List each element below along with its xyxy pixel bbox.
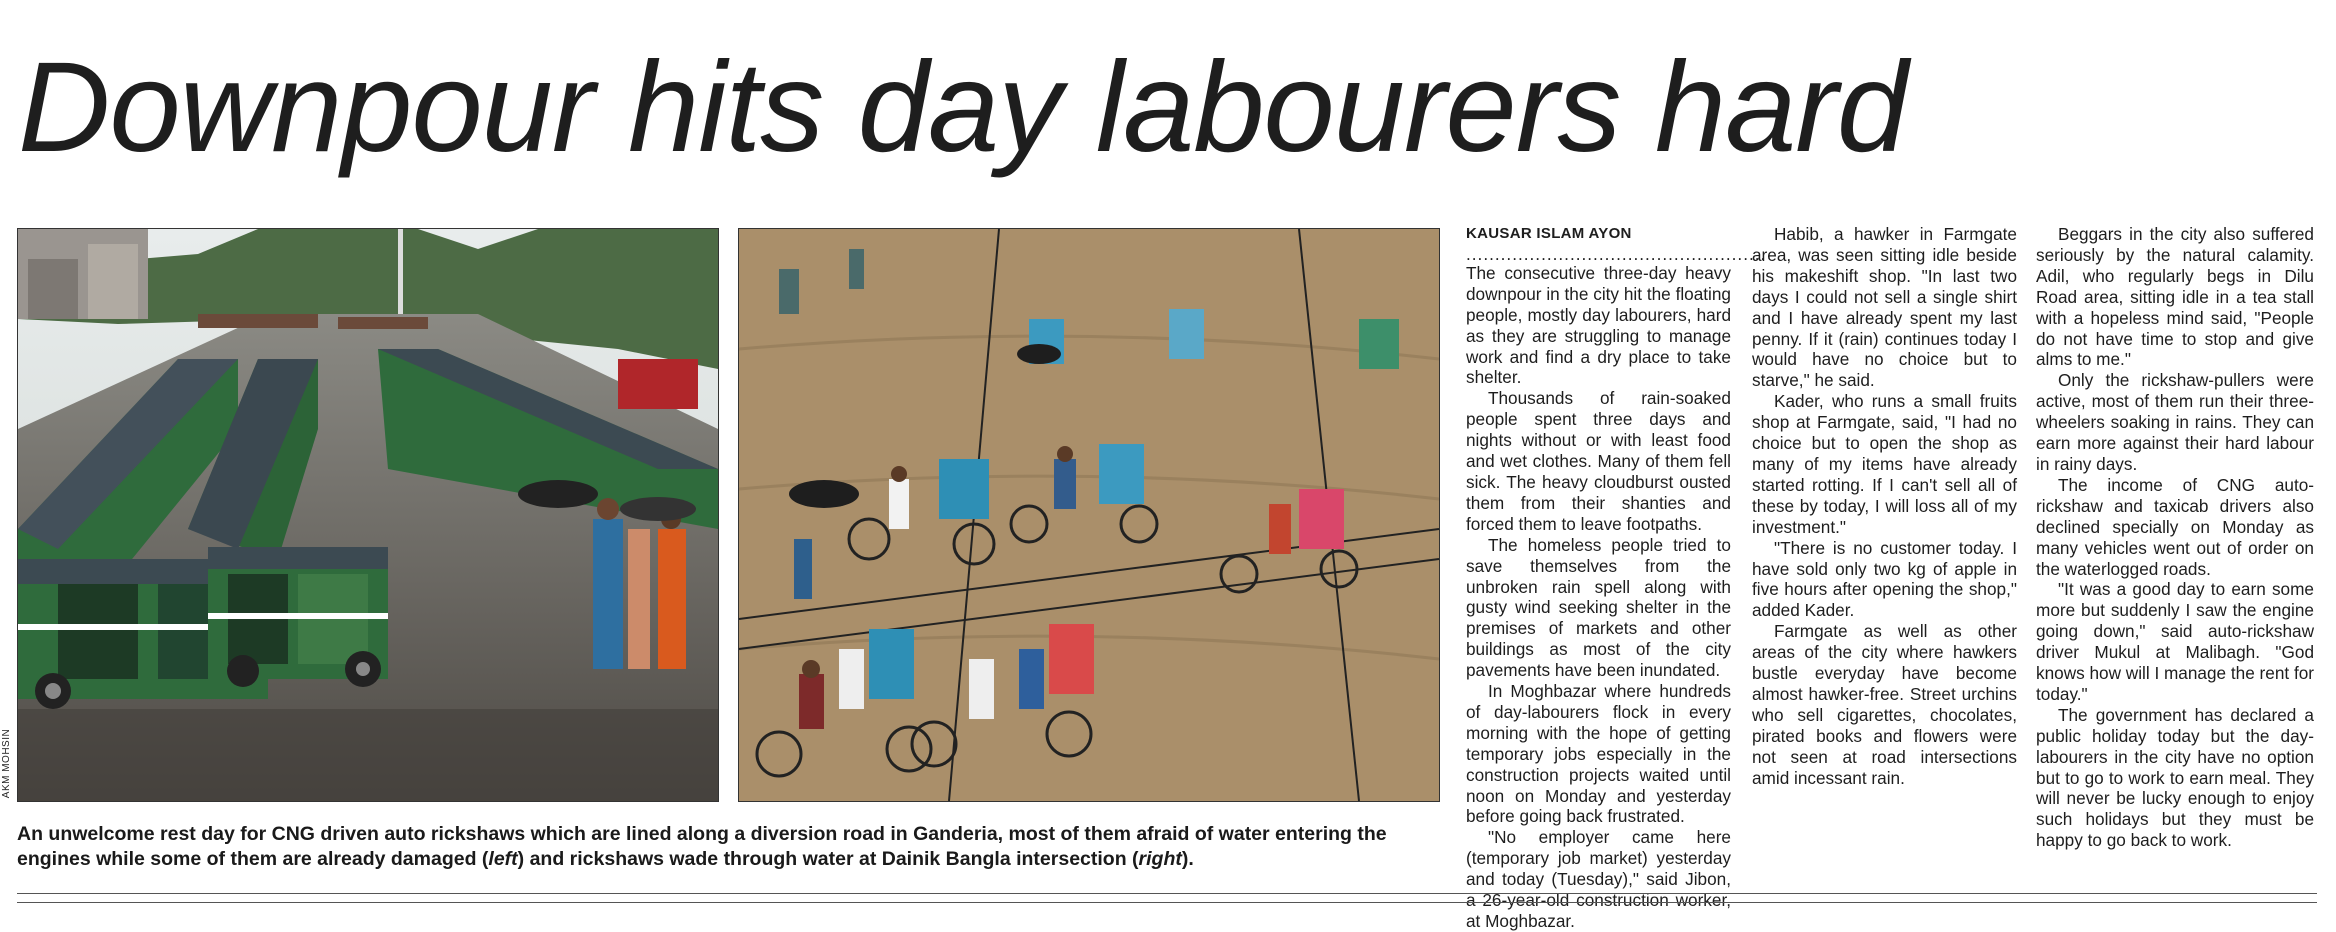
article-paragraph: Farmgate as well as other areas of the city where hawkers bustle everyday have become almost hawker-free. Street urchins who sell cigarettes, chocolates, pirated books and flowers were not seen at road intersections amid incessant rain. <box>1752 621 2017 788</box>
caption-left-word: left <box>488 848 518 870</box>
article-paragraph: Habib, a hawker in Farmgate area, was seen sitting idle beside his makeshift shop. "In last two days I could not sell a single shirt and I have already spent my last penny. If it (rain) continues today I would have no choice but to starve," he said. <box>1752 224 2017 391</box>
photo-cng-rickshaws-image <box>18 229 718 801</box>
article-paragraph: Thousands of rain-soaked people spent three days and nights without or with least food and wet clothes. Many of them fell sick. The heavy cloudburst ousted them from their shanties and forced them to leave footpaths. <box>1466 388 1731 534</box>
article-paragraph: "There is no customer today. I have sold only two kg of apple in five hours after opening the shop," added Kader. <box>1752 537 2017 621</box>
byline-separator: .................................................... <box>1466 243 1767 264</box>
photo-credit: AKM MOHSIN <box>1 728 13 799</box>
caption-right-word: right <box>1138 848 1182 870</box>
photo-flooded-intersection <box>738 228 1440 802</box>
article-paragraph: Kader, who runs a small fruits shop at Farmgate, said, "I had no choice but to open the shop as many of my items have already started rotting. If I can't sell all of these by today, I will loss all of my investment." <box>1752 391 2017 537</box>
article-paragraph: Only the rickshaw-pullers were active, most of them run their three-wheelers soaking in rains. They can earn more against their hard labour in rainy days. <box>2036 370 2314 474</box>
byline: KAUSAR ISLAM AYON <box>1466 225 1632 242</box>
caption-text-1: An unwelcome rest day for CNG driven auto rickshaws which are lined along a diversion road in Ganderia, most of them afraid of water entering the engines while some of them are already damaged ( <box>17 823 1387 870</box>
article-paragraph: In Moghbazar where hundreds of day-labourers flock in every morning with the hope of getting temporary jobs especially in the construction projects waited until noon on Monday and yesterday before going back frustrated. <box>1466 681 1731 827</box>
photo-cng-rickshaws <box>17 228 719 802</box>
article-paragraph: The consecutive three-day heavy downpour in the city hit the floating people, mostly day labourers, hard as they are struggling to manage work and find a dry place to take shelter. <box>1466 262 1731 388</box>
article-paragraph: Beggars in the city also suffered seriously by the natural calamity. Adil, who regularly begs in Dilu Road area, sitting idle in a tea stall with a hopeless mind said, "People do not have time to stop and give alms to me." <box>2036 224 2314 370</box>
caption-text-3: ). <box>1181 848 1194 870</box>
bottom-rule <box>17 893 2317 894</box>
article-paragraph: "It was a good day to earn some more but suddenly I saw the engine going down," said auto-rickshaw driver Mukul at Malibagh. "God knows how will I manage the rent for today." <box>2036 579 2314 704</box>
article-paragraph: "No employer came here (temporary job market) yesterday and today (Tuesday)," said Jibon, a 26-year-old construction worker, at Moghbazar. <box>1466 827 1731 931</box>
article-paragraph: The government has declared a public holiday today but the day-labourers in the city have no option but to go to work to earn meal. They will never be lucky enough to enjoy such holidays but they must be happy to go back to work. <box>2036 704 2314 851</box>
article-paragraph: The homeless people tried to save themselves from the unbroken rain spell along with gusty wind seeking shelter in the premises of markets and other buildings as most of the city pavements have been inundated. <box>1466 534 1731 681</box>
bottom-rule <box>17 902 2317 903</box>
article-column-1 <box>1466 224 1767 931</box>
article-column-2 <box>1752 224 2017 874</box>
photo-caption <box>17 822 1442 872</box>
article-paragraph: The income of CNG auto-rickshaw and taxicab drivers also declined specially on Monday as many vehicles went out of order on the waterlogged roads. <box>2036 474 2314 579</box>
headline: Downpour hits day labourers hard <box>18 36 1908 179</box>
photo-flooded-intersection-image <box>739 229 1439 801</box>
caption-text-2: ) and rickshaws wade through water at Dainik Bangla intersection ( <box>517 848 1139 870</box>
article-column-3 <box>2036 224 2314 874</box>
